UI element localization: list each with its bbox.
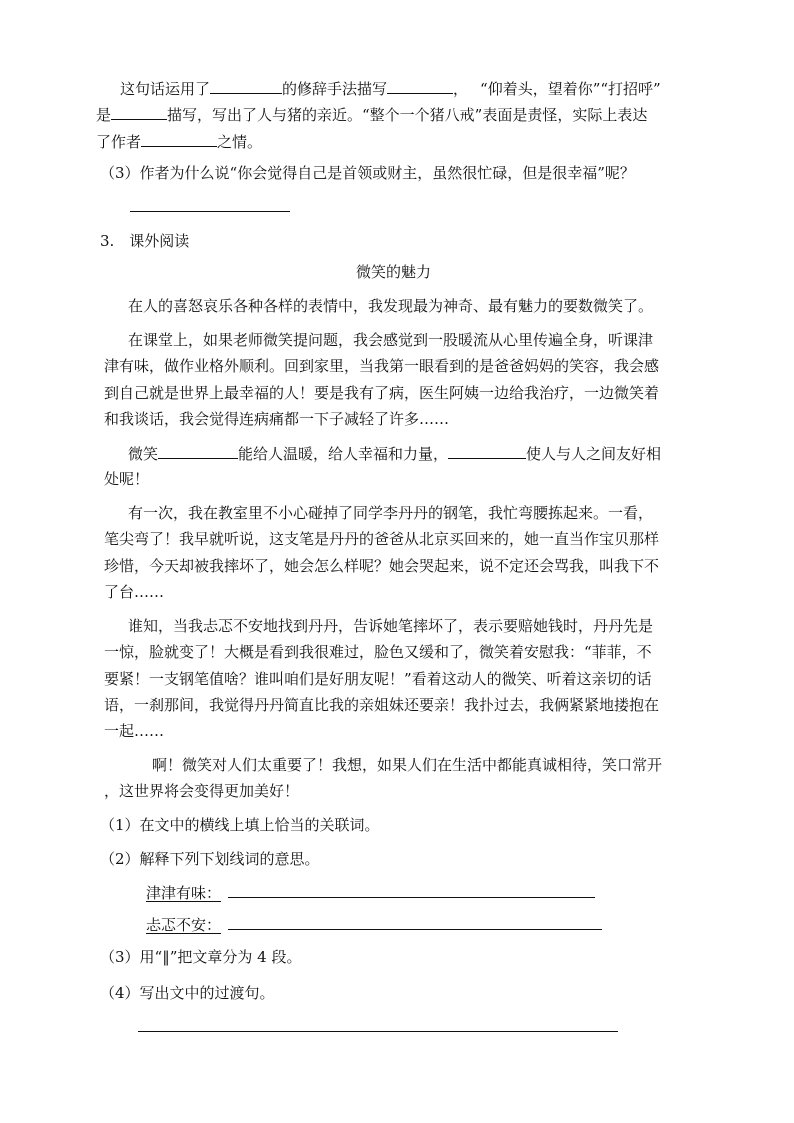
answer-blank[interactable] (158, 443, 238, 459)
paragraph-5-line: 语，一刹那间，我觉得丹丹简直比我的亲姐妹还要亲！我扑过去，我俩紧紧地搂抱在 (104, 696, 660, 714)
fill-line-3 (96, 131, 262, 152)
text-segment: 描写，写出了人与猪的亲近。“整个一个猪八戒”表面是责怪，实际上表达 (167, 106, 648, 124)
section-heading: 3. 课外阅读 (100, 232, 190, 250)
text-segment: 这句话运用了 (120, 80, 211, 98)
text-segment: 微笑 (128, 445, 159, 463)
paragraph-2-line: 和我谈话，我会觉得连病痛都一下子减轻了许多…… (104, 410, 450, 428)
paragraph-1: 在人的喜怒哀乐各种各样的表情中，我发现最为神奇、最有魅力的要数微笑了。 (128, 297, 654, 315)
paragraph-4-line: 笔尖弯了！我早就听说，这支笔是丹丹的爸爸从北京买回来的，她一直当作宝贝那样 (104, 530, 660, 548)
answer-blank[interactable] (111, 104, 167, 120)
paragraph-5-line: 一起…… (104, 722, 165, 740)
text-segment: ， (453, 80, 469, 98)
paragraph-3-line: 处呢！ (104, 470, 150, 488)
article-title: 微笑的魅力 (356, 263, 432, 281)
answer-blank[interactable] (448, 443, 526, 459)
paragraph-5-line: 一惊，脸就变了！大概是看到我很难过，脸色又缓和了，微笑着安慰我：“菲菲，不 (104, 643, 652, 661)
question-4: （4）写出文中的过渡句。 (100, 984, 275, 1002)
text-segment: 的修辞手法描写 (282, 80, 388, 98)
question-3: （3）用“‖”把文章分为 4 段。 (100, 948, 302, 966)
question-3-why: （3）作者为什么说“你会觉得自己是首领或财主，虽然很忙碌，但是很幸福”呢？ (100, 164, 635, 182)
paragraph-6-line: ，这世界将会变得更加美好！ (104, 782, 300, 800)
paragraph-4-line: 有一次，我在教室里不小心碰掉了同学李丹丹的钢笔，我忙弯腰拣起来。一看， (128, 504, 654, 522)
text-segment: 使人与人之间友好相 (526, 445, 662, 463)
answer-line[interactable] (130, 211, 290, 212)
paragraph-2-line: 到自己就是世界上最幸福的人！要是我有了病，医生阿姨一边给我治疗，一边微笑着 (104, 384, 660, 402)
paragraph-3-line (128, 443, 661, 464)
answer-line[interactable] (138, 1031, 618, 1032)
question-2: （2）解释下列下划线词的意思。 (100, 850, 320, 868)
text-segment: 能给人温暖，给人幸福和力量， (238, 445, 449, 463)
text-segment: 是 (96, 106, 112, 124)
answer-blank[interactable] (210, 78, 282, 94)
answer-blank[interactable] (387, 78, 453, 94)
question-1: （1）在文中的横线上填上恰当的关联词。 (100, 816, 380, 834)
text-segment: “仰着头，望着你” (480, 80, 601, 98)
underlined-term: 忐忑不安： (146, 916, 222, 934)
paragraph-4-line: 珍惜，今天却被我摔坏了，她会怎么样呢？她会哭起来，说不定还会骂我，叫我下不 (104, 557, 660, 575)
text-segment: “打招呼” (600, 80, 661, 98)
fill-line-1 (120, 78, 661, 99)
paragraph-6-line: 啊！微笑对人们太重要了！我想，如果人们在生活中都能真诚相待，笑口常开 (152, 756, 663, 774)
paragraph-5-line: 谁知，当我忐忑不安地找到丹丹，告诉她笔摔坏了，表示要赔她钱时，丹丹先是 (128, 617, 654, 635)
term-label (146, 915, 221, 935)
term-label (146, 883, 221, 903)
paragraph-2-line: 在课堂上，如果老师微笑提问题，我会感觉到一股暖流从心里传遍全身，听课津 (128, 331, 654, 349)
answer-blank[interactable] (141, 131, 217, 147)
paragraph-4-line: 了台…… (104, 583, 165, 601)
text-segment: 了作者 (96, 133, 142, 151)
text-segment: 之情。 (217, 133, 263, 151)
answer-line[interactable] (228, 929, 602, 930)
answer-line[interactable] (228, 897, 595, 898)
paragraph-2-line: 津有味，做作业格外顺利。回到家里，当我第一眼看到的是爸爸妈妈的笑容，我会感 (104, 357, 660, 375)
underlined-term: 津津有味： (146, 884, 222, 902)
fill-line-2 (96, 104, 647, 125)
paragraph-5-line: 要紧！一支钢笔值啥？谁叫咱们是好朋友呢！”看着这动人的微笑、听着这亲切的话 (104, 670, 652, 688)
